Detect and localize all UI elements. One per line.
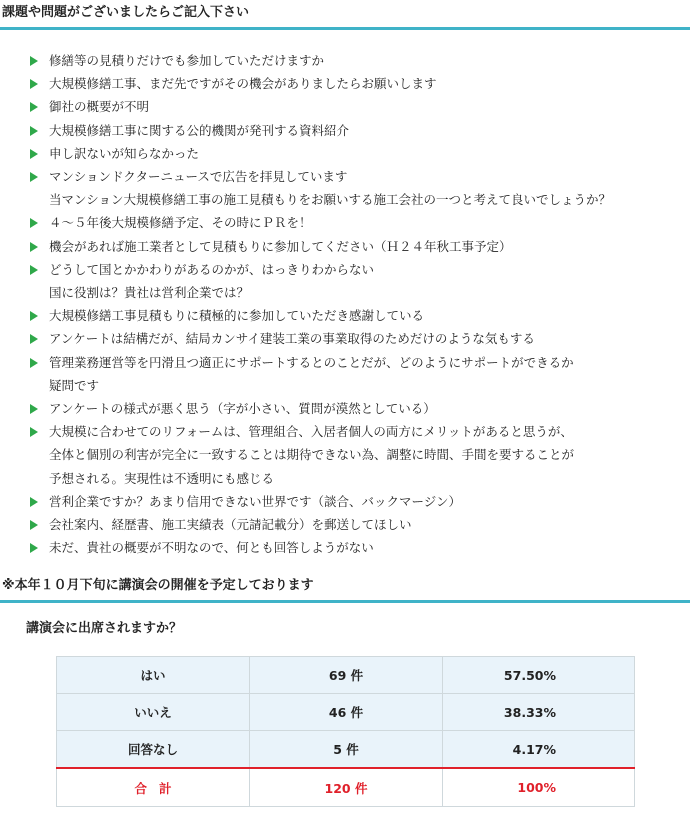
comment-text: 申し訳ないが知らなかった: [49, 145, 200, 161]
total-percent: 100%: [443, 768, 635, 807]
list-item: [0, 142, 690, 165]
comment-text: 機会があれば施工業者として見積もりに参加してください（Ｈ２４年秋工事予定）: [49, 238, 512, 254]
comment-text: 全体と個別の利害が完全に一致することは期待できない為、調整に時間、手間を要することが: [49, 447, 575, 463]
triangle-bullet-icon: [30, 242, 38, 252]
triangle-bullet-icon: [30, 79, 38, 89]
row-percent: 38.33%: [443, 694, 635, 731]
comment-list: [0, 49, 690, 559]
triangle-bullet-icon: [30, 404, 38, 414]
triangle-bullet-icon: [30, 311, 38, 321]
list-item: [0, 327, 690, 350]
comment-text: 会社案内、経歴書、施工実績表（元請記載分）を郵送してほしい: [49, 517, 412, 533]
list-item: [0, 304, 690, 327]
section-heading-comments: 課題や問題がございましたらご記入下さい: [0, 3, 690, 30]
list-item: [0, 72, 690, 95]
list-item: [0, 49, 690, 72]
triangle-bullet-icon: [30, 218, 38, 228]
comment-text: 営利企業ですか？あまり信用できない世界です（談合、バックマージン）: [49, 493, 461, 509]
row-count: 46 件: [250, 694, 443, 731]
comment-text: 大規模修繕工事に関する公的機関が発刊する資料紹介: [49, 122, 350, 138]
list-item: [0, 420, 690, 490]
lecture-question: 講演会に出席されますか？: [26, 621, 183, 636]
triangle-bullet-icon: [30, 149, 38, 159]
comment-text: 大規模修繕工事、まだ先ですがその機会がありましたらお願いします: [49, 76, 437, 92]
comment-text: ４～５年後大規模修繕予定、その時にＰＲを！: [49, 215, 312, 231]
triangle-bullet-icon: [30, 497, 38, 507]
comment-text: アンケートは結構だが、結局カンサイ建装工業の事業取得のためだけのような気もする: [49, 331, 535, 347]
comment-text: 修繕等の見積りだけでも参加していただけますか: [49, 53, 325, 68]
list-item: [0, 490, 690, 513]
triangle-bullet-icon: [30, 334, 38, 344]
total-label: [57, 768, 250, 807]
list-item: [0, 95, 690, 118]
lecture-results-table: [56, 656, 635, 807]
triangle-bullet-icon: [30, 172, 38, 182]
comment-text: 御社の概要が不明: [49, 99, 150, 115]
comment-text: 大規模に合わせてのリフォームは、管理組合、入居者個人の両方にメリットがあると思うが、: [49, 424, 573, 440]
triangle-bullet-icon: [30, 102, 38, 112]
total-count: 120 件: [250, 768, 443, 807]
comment-text: 当マンション大規模修繕工事の施工見積もりをお願いする施工会社の一つと考えて良いでしょうか？: [49, 192, 611, 208]
table-row-no-answer: [57, 731, 635, 769]
list-item: [0, 235, 690, 258]
row-percent: 57.50%: [443, 657, 635, 694]
list-item: [0, 397, 690, 420]
list-item: [0, 536, 690, 559]
comment-text: 国に役割は？貴社は営利企業では？: [49, 285, 250, 301]
comment-text: 未だ、貴社の概要が不明なので、何とも回答しようがない: [49, 540, 374, 556]
list-item: [0, 258, 690, 304]
table-row-total: [57, 768, 635, 807]
triangle-bullet-icon: [30, 358, 38, 368]
triangle-bullet-icon: [30, 265, 38, 275]
table-row-yes: [57, 657, 635, 694]
row-label: 回答なし: [57, 731, 250, 769]
list-item: [0, 119, 690, 142]
list-item: [0, 351, 690, 397]
row-label: いいえ: [57, 694, 250, 731]
comment-text: 管理業務運営等を円滑且つ適正にサポートするとのことだが、どのようにサポートができるか: [49, 354, 574, 370]
comment-text: どうして国とかかわりがあるのかが、はっきりわからない: [49, 261, 375, 277]
comment-text: 疑問です: [49, 377, 100, 393]
row-percent: 4.17%: [443, 731, 635, 769]
comment-text: 大規模修繕工事見積もりに積極的に参加していただき感謝している: [49, 308, 425, 324]
list-item: [0, 211, 690, 234]
row-count: 5 件: [250, 731, 443, 769]
triangle-bullet-icon: [30, 427, 38, 437]
triangle-bullet-icon: [30, 543, 38, 553]
row-label: はい: [57, 657, 250, 694]
total-label-text: 合計: [134, 780, 184, 796]
triangle-bullet-icon: [30, 56, 38, 66]
triangle-bullet-icon: [30, 126, 38, 136]
row-count: 69 件: [250, 657, 443, 694]
list-item: [0, 165, 690, 211]
table-row-no: [57, 694, 635, 731]
triangle-bullet-icon: [30, 520, 38, 530]
list-item: [0, 513, 690, 536]
section-heading-lecture: ※本年１０月下旬に講演会の開催を予定しております: [0, 576, 690, 603]
comment-text: アンケートの様式が悪く思う（字が小さい、質問が漠然としている）: [49, 401, 436, 417]
comment-text: 予想される。実現性は不透明にも感じる: [49, 470, 275, 486]
comment-text: マンションドクターニュースで広告を拝見しています: [49, 169, 348, 185]
